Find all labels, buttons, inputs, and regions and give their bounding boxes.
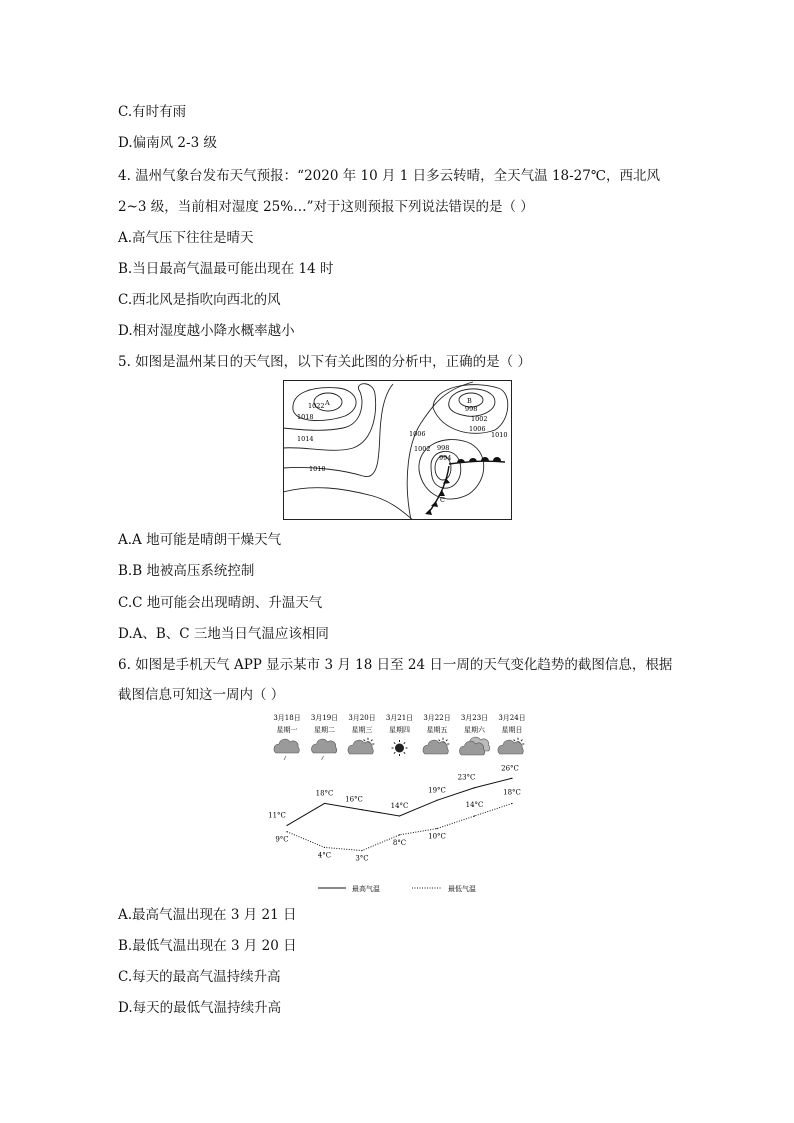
temp-point (511, 803, 512, 804)
sun-icon (392, 740, 408, 756)
isobar-label: 998 (465, 405, 478, 413)
temp-point (399, 834, 400, 835)
temp-point (324, 847, 325, 848)
temp-point (286, 831, 287, 832)
point-a-label: A (325, 399, 330, 407)
high-temp-label: 11°C (268, 811, 286, 820)
low-temp-label: 18°C (503, 788, 521, 797)
temp-point (436, 800, 437, 801)
high-temp-label: 19°C (428, 786, 446, 795)
weather-map-figure (283, 380, 512, 520)
low-temp-label: 3°C (355, 854, 369, 863)
day-date-label: 3月24日 (498, 714, 526, 722)
isobar-label: 994 (439, 454, 452, 462)
point-c-label: C (440, 496, 445, 504)
temp-point (361, 850, 362, 851)
sun-cloud-icon (423, 738, 449, 754)
temp-point (399, 815, 400, 816)
day-week-label: 星期五 (426, 726, 448, 734)
weather-forecast-chart (262, 708, 534, 898)
temp-point (286, 825, 287, 826)
option-d-q3: D.偏南风 2-3 级 (118, 135, 217, 151)
question-6-line-2: 截图信息可知这一周内（ ） (118, 687, 285, 703)
option-d-q4: D.相对湿度越小降水概率越小 (118, 323, 295, 339)
option-b-q5: B.B 地被高压系统控制 (118, 563, 255, 579)
isobar-label: 1006 (409, 430, 426, 438)
day-date-label: 3月18日 (273, 714, 301, 722)
point-b-label: B (467, 397, 472, 405)
option-b-q4: B.当日最高气温最可能出现在 14 时 (118, 261, 334, 277)
legend-low-label: 最低气温 (448, 885, 476, 893)
high-temp-label: 16°C (345, 795, 363, 804)
temp-point (511, 778, 512, 779)
isobar-label: 1002 (471, 415, 488, 423)
high-temp-label: 14°C (390, 802, 409, 810)
day-date-label: 3月21日 (385, 714, 414, 722)
low-temp-label: 4°C (317, 851, 332, 860)
option-a-q5: A.A 地可能是晴朗干燥天气 (118, 532, 282, 548)
question-6-line-1: 6. 如图是手机天气 APP 显示某市 3 月 18 日至 24 日一周的天气变化趋势的截图信息，根据 (118, 657, 673, 673)
option-d-q5: D.A、B、C 三地当日气温应该相同 (118, 626, 329, 642)
day-week-label: 星期三 (351, 726, 373, 734)
temp-point (324, 803, 325, 804)
temp-point (474, 815, 475, 816)
low-temp-label: 14°C (465, 801, 484, 809)
day-week-label: 星期四 (389, 726, 410, 734)
option-c-q4: C.西北风是指吹向西北的风 (118, 292, 281, 308)
temp-point (436, 828, 437, 829)
day-week-label: 星期二 (314, 726, 335, 734)
option-c-q6: C.每天的最高气温持续升高 (118, 969, 281, 985)
day-date-label: 3月22日 (423, 714, 451, 722)
day-week-label: 星期日 (501, 726, 523, 734)
day-date-label: 3月19日 (310, 714, 339, 722)
sun-cloud-icon (498, 738, 524, 754)
day-date-label: 3月20日 (348, 714, 376, 722)
option-b-q6: B.最低气温出现在 3 月 20 日 (118, 938, 297, 954)
option-d-q6: D.每天的最低气温持续升高 (118, 1000, 282, 1016)
isobar-label: 998 (437, 444, 450, 452)
question-4-line-1: 4. 温州气象台发布天气预报：“2020 年 10 月 1 日多云转晴，全天气温 18-27℃，西北风 (118, 168, 660, 184)
low-temp-label: 10°C (428, 832, 446, 841)
option-a-q4: A.高气压下往往是晴天 (118, 230, 254, 246)
isobar-label: 1014 (297, 435, 314, 443)
isobar-label: 1006 (469, 425, 486, 433)
low-temp-label: 9°C (275, 835, 289, 844)
temp-point (474, 787, 475, 788)
cloud-rain-icon (312, 739, 337, 760)
option-c-q5: C.C 地可能会出现晴朗、升温天气 (118, 595, 323, 611)
option-c-q3: C.有时有雨 (118, 104, 187, 120)
isobar-label: 1002 (414, 445, 431, 453)
question-4-line-2: 2~3 级，当前相对湿度 25%…”对于这则预报下列说法错误的是（ ） (118, 199, 534, 215)
isobar-label: 1022 (308, 402, 325, 410)
cloud-icon (460, 737, 490, 755)
temp-point (361, 809, 362, 810)
question-5: 5. 如图是温州某日的天气图，以下有关此图的分析中，正确的是（ ） (118, 354, 531, 370)
high-temp-label: 23°C (457, 773, 476, 782)
sun-cloud-icon (348, 738, 374, 754)
isobar-label: 1018 (297, 413, 314, 421)
high-temp-label: 26°C (501, 764, 519, 773)
cloud-rain-icon (274, 739, 299, 760)
isobar-label: 1010 (491, 431, 508, 439)
legend-high-label: 最高气温 (352, 885, 380, 893)
day-date-label: 3月23日 (460, 714, 489, 722)
isobar-label: 1010 (309, 465, 326, 473)
low-temp-label: 8°C (392, 838, 407, 847)
high-temp-label: 18°C (315, 789, 334, 798)
option-a-q6: A.最高气温出现在 3 月 21 日 (118, 907, 297, 923)
day-week-label: 星期六 (464, 726, 485, 734)
day-week-label: 星期一 (276, 726, 298, 734)
